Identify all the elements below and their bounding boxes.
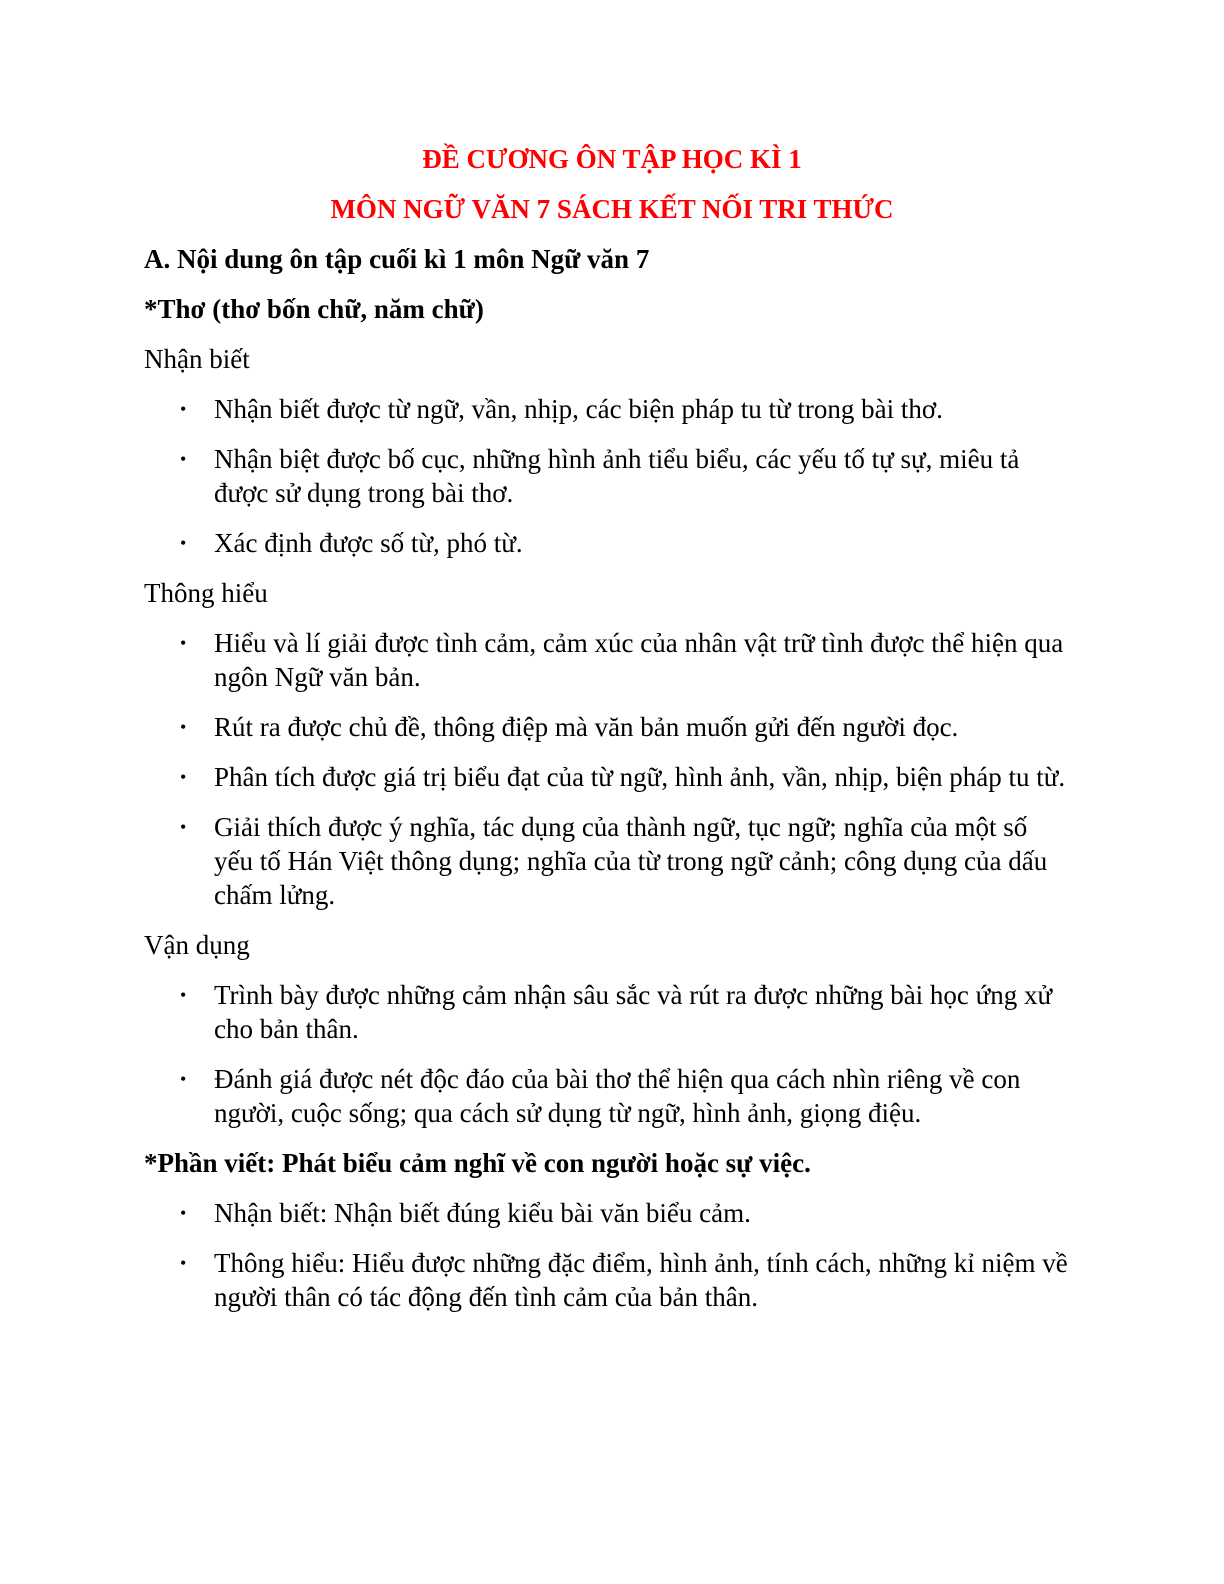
- list-item: [144, 526, 1069, 560]
- document-title-line-2: MÔN NGỮ VĂN 7 SÁCH KẾT NỐI TRI THỨC: [330, 194, 894, 224]
- list-item-text: Nhận biệt được bố cục, những hình ảnh tiểu biểu, các yếu tố tự sự, miêu tả được sử dụng trong bài thơ.: [214, 444, 1020, 508]
- list-item: [144, 392, 1069, 426]
- bullet-icon: •: [180, 1203, 187, 1223]
- document-title-line-1: ĐỀ CƯƠNG ÔN TẬP HỌC KÌ 1: [422, 144, 802, 174]
- bullet-icon: •: [180, 533, 187, 553]
- document-body: [144, 242, 1069, 1330]
- application-label: Vận dụng: [144, 930, 250, 960]
- list-item-text: Nhận biết được từ ngữ, vần, nhịp, các biện pháp tu từ trong bài thơ.: [214, 394, 943, 424]
- section-a-heading: A. Nội dung ôn tập cuối kì 1 môn Ngữ văn 7: [144, 244, 650, 274]
- list-item-text: Đánh giá được nét độc đáo của bài thơ thể hiện qua cách nhìn riêng về con người, cuộc sống; qua cách sử dụng từ ngữ, hình ảnh, giọng điệu.: [214, 1064, 1021, 1128]
- bullet-icon: •: [180, 985, 187, 1005]
- bullet-icon: •: [180, 817, 187, 837]
- list-item-text: Nhận biết: Nhận biết đúng kiểu bài văn biểu cảm.: [214, 1198, 751, 1228]
- list-item: [144, 442, 1069, 510]
- bullet-icon: •: [180, 1253, 187, 1273]
- list-item: [144, 1062, 1069, 1130]
- list-item-text: Rút ra được chủ đề, thông điệp mà văn bản muốn gửi đến người đọc.: [214, 712, 959, 742]
- list-item: [144, 710, 1069, 744]
- bullet-icon: •: [180, 717, 187, 737]
- recognition-label: Nhận biết: [144, 344, 250, 374]
- list-item: [144, 760, 1069, 794]
- bullet-icon: •: [180, 633, 187, 653]
- list-item: [144, 626, 1069, 694]
- bullet-icon: •: [180, 767, 187, 787]
- list-item-text: Hiểu và lí giải được tình cảm, cảm xúc của nhân vật trữ tình được thể hiện qua ngôn Ngữ văn bản.: [214, 628, 1064, 692]
- bullet-icon: •: [180, 1069, 187, 1089]
- comprehension-list: [144, 626, 1069, 912]
- bullet-icon: •: [180, 399, 187, 419]
- list-item-text: Phân tích được giá trị biểu đạt của từ ngữ, hình ảnh, vần, nhịp, biện pháp tu từ.: [214, 762, 1066, 792]
- list-item-text: Xác định được số từ, phó từ.: [214, 528, 523, 558]
- list-item: [144, 1196, 1069, 1230]
- writing-list: [144, 1196, 1069, 1314]
- list-item: [144, 978, 1069, 1046]
- bullet-icon: •: [180, 449, 187, 469]
- writing-heading: *Phần viết: Phát biểu cảm nghĩ về con người hoặc sự việc.: [144, 1148, 811, 1178]
- list-item: [144, 1246, 1069, 1314]
- list-item-text: Giải thích được ý nghĩa, tác dụng của thành ngữ, tục ngữ; nghĩa của một số yếu tố Hán Việt thông dụng; nghĩa của từ trong ngữ cảnh; công dụng của dấu chấm lửng.: [214, 812, 1048, 910]
- list-item: [144, 810, 1069, 912]
- application-list: [144, 978, 1069, 1130]
- comprehension-label: Thông hiểu: [144, 578, 268, 608]
- list-item-text: Trình bày được những cảm nhận sâu sắc và rút ra được những bài học ứng xử cho bản thân.: [214, 980, 1053, 1044]
- recognition-list: [144, 392, 1069, 560]
- poetry-heading: *Thơ (thơ bốn chữ, năm chữ): [144, 294, 484, 324]
- list-item-text: Thông hiểu: Hiểu được những đặc điểm, hình ảnh, tính cách, những kỉ niệm về người thân có tác động đến tình cảm của bản thân.: [214, 1248, 1068, 1312]
